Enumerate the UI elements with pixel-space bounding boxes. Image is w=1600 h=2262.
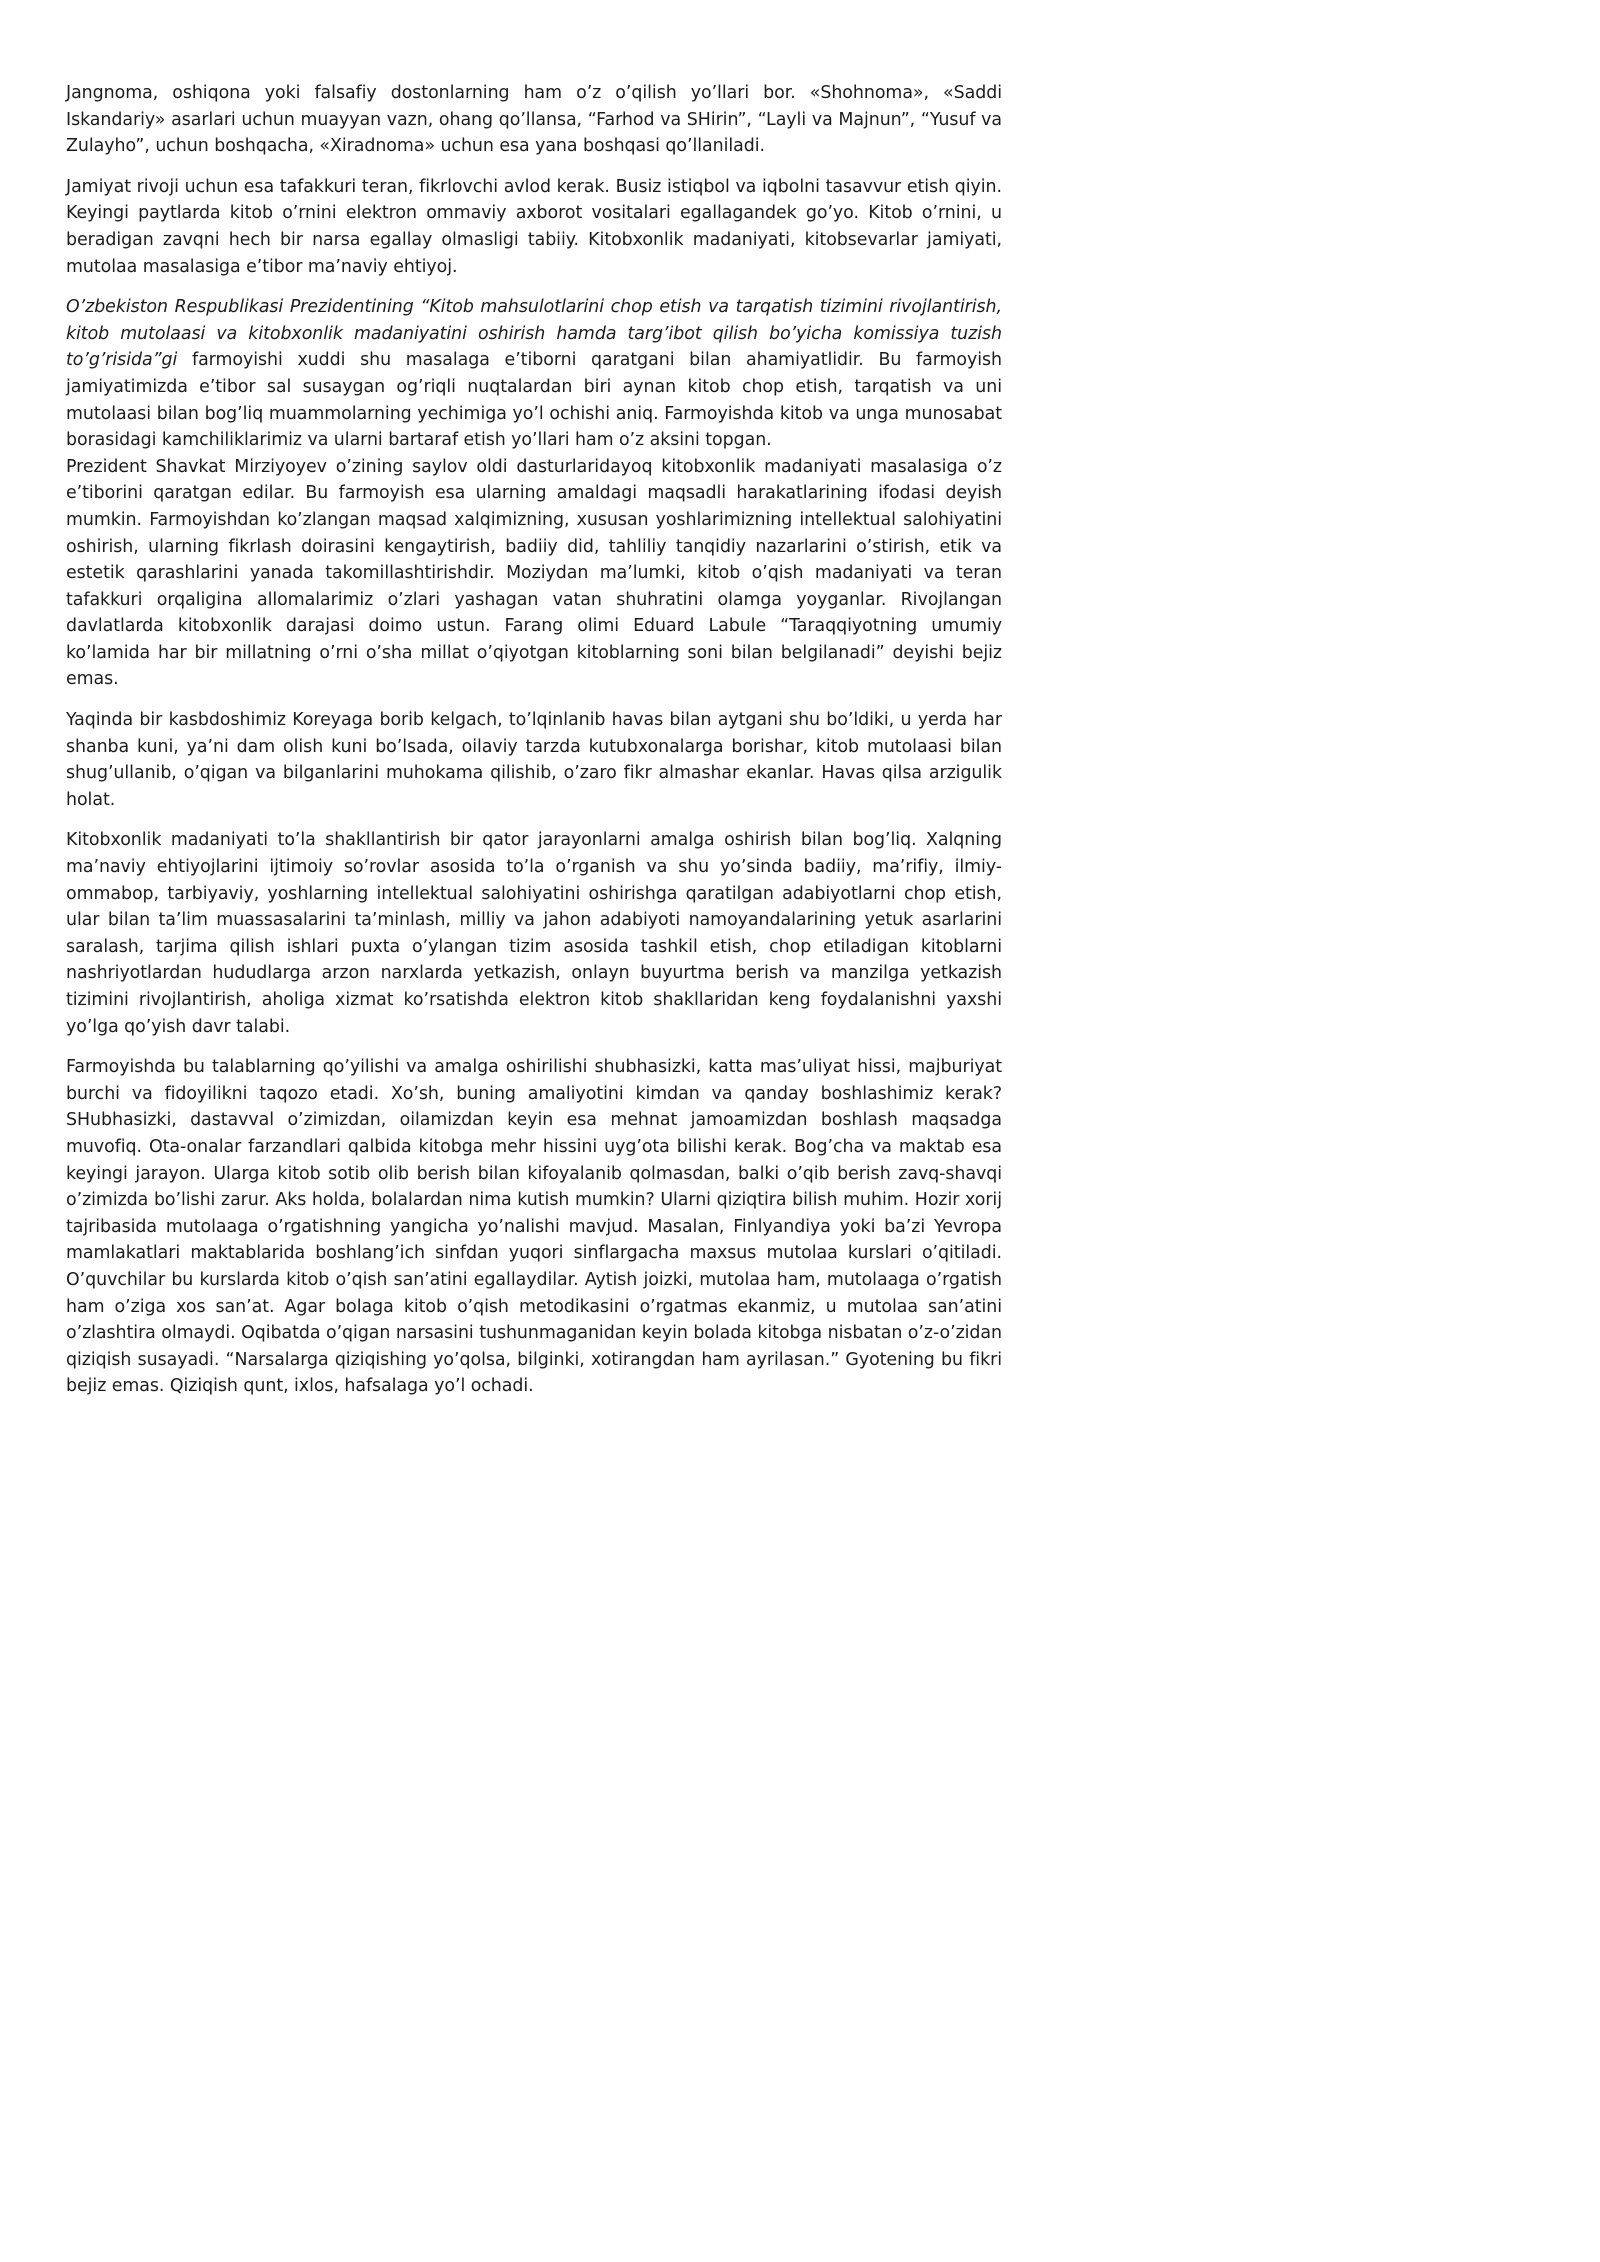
paragraph-6-text: Kitobxonlik madaniyati to’la shakllantirish bir qator jarayonlarni amalga oshirish bilan bog’liq. Xalqning ma’naviy ehtiyojlarini ijtimoiy so’rovlar asosida to’la o’rganish va shu yo’sinda badiiy, ma’rifiy, ilmiy-ommabop, tarbiyaviy, yoshlarning intellektual salohiyatini oshirishga qaratilgan adabiyotlarni chop etish, ular bilan ta’lim muassasalarini ta’minlash, milliy va jahon adabiyoti namoyandalarining yetuk asarlarini saralash, tarjima qilish ishlari puxta o’ylangan tizim asosida tashkil etish, chop etiladigan kitoblarni nashriyotlardan hududlarga arzon narxlarda yetkazish, onlayn buyurtma berish va manzilga yetkazish tizimini rivojlantirish, aholiga xizmat ko’rsatishda elektron kitob shakllaridan keng foydalanishni yaxshi yo’lga qo’yish davr talabi. bbox=[66, 830, 1002, 1037]
paragraph-6 bbox=[66, 827, 1002, 1040]
paragraph-3 bbox=[66, 294, 1002, 454]
decree-title: O’zbekiston Respublikasi Prezidentining “Kitob mahsulotlarini chop etish va tarqatish tizimini rivojlantirish, kitob mutolaasi va kitobxonlik madaniyatini oshirish hamda targ’ibot qilish bo’yicha komissiya tuzish to’g’risida”gi bbox=[66, 297, 1002, 371]
paragraph-2-text: Jamiyat rivoji uchun esa tafakkuri teran, fikrlovchi avlod kerak. Busiz istiqbol va iqbolni tasavvur etish qiyin. Keyingi paytlarda kitob o’rnini elektron ommaviy axborot vositalari egallagandek go’yo. Kitob o’rnini, u beradigan zavqni hech bir narsa egallay olmasligi tabiiy. Kitobxonlik madaniyati, kitobsevarlar jamiyati, mutolaa masalasiga e’tibor ma’naviy ehtiyoj. bbox=[66, 176, 1002, 277]
paragraph-1-text: Jangnoma, oshiqona yoki falsafiy dostonlarning ham o’z o’qilish yo’llari bor. «Shohnoma», «Saddi Iskandariy» asarlari uchun muayyan vazn, ohang qo’llansa, “Farhod va SHirin”, “Layli va Majnun”, “Yusuf va Zulayho”, uchun boshqacha, «Xiradnoma» uchun esa yana boshqasi qo’llaniladi. bbox=[66, 83, 1002, 157]
paragraph-4 bbox=[66, 454, 1002, 693]
document-page bbox=[66, 80, 1002, 1400]
paragraph-7-text: Farmoyishda bu talablarning qo’yilishi va amalga oshirilishi shubhasizki, katta mas’uliyat hissi, majburiyat burchi va fidoyilikni taqozo etadi. Xo’sh, buning amaliyotini kimdan va qanday boshlashimiz kerak? SHubhasizki, dastavval o’zimizdan, oilamizdan keyin esa mehnat jamoamizdan boshlash maqsadga muvofiq. Ota-onalar farzandlari qalbida kitobga mehr hissini uyg’ota bilishi kerak. Bog’cha va maktab esa keyingi jarayon. Ularga kitob sotib olib berish bilan kifoyalanib qolmasdan, balki o’qib berish zavq-shavqi o’zimizda bo’lishi zarur. Aks holda, bolalardan nima kutish mumkin? Ularni qiziqtira bilish muhim. Hozir xorij tajribasida mutolaaga o’rgatishning yangicha yo’nalishi mavjud. Masalan, Finlyandiya yoki ba’zi Yevropa mamlakatlari maktablarida boshlang’ich sinfdan yuqori sinflargacha maxsus mutolaa kurslari o’qitiladi. O’quvchilar bu kurslarda kitob o’qish san’atini egallaydilar. Aytish joizki, mutolaa ham, mutolaaga o’rgatish ham o’ziga xos san’at. Agar bolaga kitob o’qish metodikasini o’rgatmas ekanmiz, u mutolaa san’atini o’zlashtira olmaydi. Oqibatda o’qigan narsasini tushunmaganidan keyin bolada kitobga nisbatan o’z-o’zidan qiziqish susayadi. “Narsalarga qiziqishing yo’qolsa, bilginki, xotirangdan ham ayrilasan.” Gyotening bu fikri bejiz emas. Qiziqish qunt, ixlos, hafsalaga yo’l ochadi. bbox=[66, 1057, 1002, 1397]
paragraph-5-text: Yaqinda bir kasbdoshimiz Koreyaga borib kelgach, to’lqinlanib havas bilan aytgani shu bo’ldiki, u yerda har shanba kuni, ya’ni dam olish kuni bo’lsada, oilaviy tarzda kutubxonalarga borishar, kitob mutolaasi bilan shug’ullanib, o’qigan va bilganlarini muhokama qilishib, o’zaro fikr almashar ekanlar. Havas qilsa arzigulik holat. bbox=[66, 710, 1002, 810]
paragraph-4-text: Prezident Shavkat Mirziyoyev o’zining saylov oldi dasturlaridayoq kitobxonlik madaniyati masalasiga o’z e’tiborini qaratgan edilar. Bu farmoyish esa ularning amaldagi maqsadli harakatlarining ifodasi deyish mumkin. Farmoyishdan ko’zlangan maqsad xalqimizning, xususan yoshlarimizning intellektual salohiyatini oshirish, ularning fikrlash doirasini kengaytirish, badiiy did, tahliliy tanqidiy nazarlarini o’stirish, etik va estetik qarashlarini yanada takomillashtirishdir. Moziydan ma’lumki, kitob o’qish madaniyati va teran tafakkuri orqaligina allomalarimiz o’zlari yashagan vatan shuhratini olamga yoyganlar. Rivojlangan davlatlarda kitobxonlik darajasi doimo ustun. Farang olimi Eduard Labule “Taraqqiyotning umumiy ko’lamida har bir millatning o’rni o’sha millat o’qiyotgan kitoblarning soni bilan belgilanadi” deyishi bejiz emas. bbox=[66, 456, 1002, 690]
paragraph-5 bbox=[66, 707, 1002, 813]
paragraph-7 bbox=[66, 1054, 1002, 1400]
paragraph-3-text: farmoyishi xuddi shu masalaga e’tiborni qaratgani bilan ahamiyatlidir. Bu farmoyish jamiyatimizda e’tibor sal susaygan og’riqli nuqtalardan biri aynan kitob chop etish, tarqatish va uni mutolaasi bilan bog’liq muammolarning yechimiga yo’l ochishi aniq. Farmoyishda kitob va unga munosabat borasidagi kamchiliklarimiz va ularni bartaraf etish yo’llari ham o’z aksini topgan. bbox=[66, 350, 1002, 451]
paragraph-2 bbox=[66, 174, 1002, 280]
paragraph-1 bbox=[66, 80, 1002, 160]
